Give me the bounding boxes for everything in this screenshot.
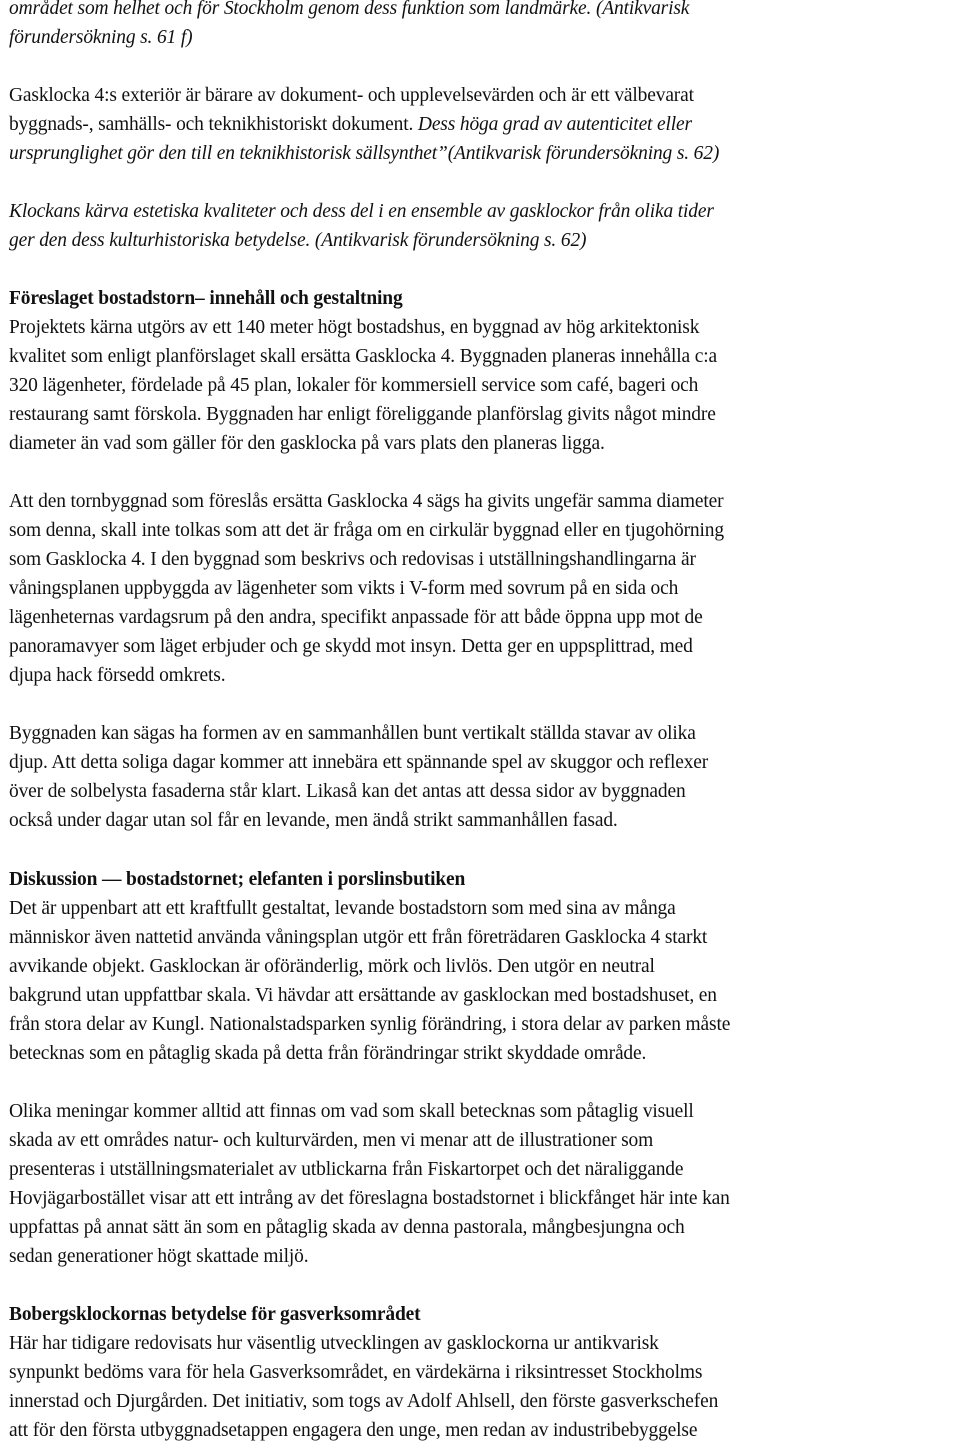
paragraph-tornbyggnad [9,487,957,690]
text-line: 320 lägenheter, fördelade på 45 plan, lokaler för kommersiell service som café, bageri och [9,375,699,396]
text-line: innerstad och Djurgården. Det initiativ, som togs av Adolf Ahlsell, den förste gasverkschefen [9,1391,719,1412]
text-line: betecknas som en påtaglig skada på detta från förändringar strikt skyddade område. [9,1043,647,1064]
text-line: djup. Att detta soliga dagar kommer att innebära ett spännande spel av skuggor och reflexer [9,752,709,773]
text-line: över de solbelysta fasaderna står klart. Likaså kan det antas att dessa sidor av byggnaden [9,781,686,802]
text-line: från stora delar av Kungl. Nationalstadsparken synlig förändring, i stora delar av parken måste [9,1014,731,1035]
text-line: synpunkt bedöms vara för hela Gasverksområdet, en värdekärna i riksintresset Stockholms [9,1362,703,1383]
text-line: Det är uppenbart att ett kraftfullt gestaltat, levande bostadstorn som med sina av många [9,898,676,919]
text-line: lägenheternas vardagsrum på den andra, specifikt anpassade för att både öppna upp mot de [9,607,703,628]
text-line: bakgrund utan uppfattbar skala. Vi hävdar att ersättande av gasklockan med bostadshuset, en [9,985,717,1006]
text-line: panoramavyer som läget erbjuder och ge skydd mot insyn. Detta ger en uppsplittrad, med [9,636,693,657]
text-line: sedan generationer högt skattade miljö. [9,1246,309,1267]
text-line: Gasklocka 4:s exteriör är bärare av dokument- och upplevelsevärden och är ett välbevarat [9,85,694,106]
text-line: diameter än vad som gäller för den gasklocka på vars plats den planeras ligga. [9,433,605,454]
text-line: som denna, skall inte tolkas som att det är fråga om en cirkulär byggnad eller en tjugohörning [9,520,724,541]
section-foreslaget-bostadstorn [9,284,957,458]
text-line-mixed: byggnads-, samhälls- och teknikhistoriskt dokument. Dess höga grad av autenticitet eller [9,114,692,135]
text-line [9,110,955,139]
text-line: som Gasklocka 4. I den byggnad som beskrivs och redovisas i utställningshandlingarna är [9,549,696,570]
paragraph-bunt-stavar [9,719,957,835]
text-line: området som helhet och för Stockholm genom dess funktion som landmärke. (Antikvarisk [9,0,690,19]
text-line: våningsplanen uppbyggda av lägenheter som vikts i V-form med sovrum på en sida och [9,578,679,599]
paragraph-gasklocka-exterior [9,81,957,168]
section-diskussion [9,865,957,1068]
section-heading: Diskussion — bostadstornet; elefanten i porslinsbutiken [9,869,466,890]
text-line: förundersökning s. 61 f) [9,27,193,48]
text-line: uppfattas på annat sätt än som en påtaglig skada av denna pastorala, mångbesjungna och [9,1217,685,1238]
text-line: restaurang samt förskola. Byggnaden har enligt föreliggande planförslag givits något mindre [9,404,716,425]
text-line: Att den tornbyggnad som föreslås ersätta Gasklocka 4 sägs ha givits ungefär samma diameter [9,491,724,512]
text-line: också under dagar utan sol får en levande, men ändå strikt sammanhållen fasad. [9,810,618,831]
text-line: Hovjägarbostället visar att ett intrång av det föreslagna bostadstornet i blickfånget här inte kan [9,1188,730,1209]
text-line: presenteras i utställningsmaterialet av utblickarna från Fiskartorpet och det näraliggande [9,1159,684,1180]
paragraph-olika-meningar [9,1097,957,1271]
text-line: avvikande objekt. Gasklockan är oföränderlig, mörk och livlös. Den utgör en neutral [9,956,655,977]
text-line: människor även nattetid använda våningsplan utgör ett från företrädaren Gasklocka 4 starkt [9,927,708,948]
text-line: ger den dess kulturhistoriska betydelse. (Antikvarisk förundersökning s. 62) [9,230,587,251]
text-line: Byggnaden kan sägas ha formen av en sammanhållen bunt vertikalt ställda stavar av olika [9,723,696,744]
text-line: kvalitet som enligt planförslaget skall ersätta Gasklocka 4. Byggnaden planeras innehålla c:a [9,346,717,367]
section-heading: Bobergsklockornas betydelse för gasverksområdet [9,1304,421,1325]
text-line: att för den första utbyggnadsetappen engagera den unge, men redan av industribebyggelse [9,1420,698,1441]
section-heading: Föreslaget bostadstorn– innehåll och gestaltning [9,288,403,309]
text-line: ursprunglighet gör den till en teknikhistorisk sällsynthet”(Antikvarisk förundersökning s. 62) [9,143,720,164]
paragraph-klockans-kvaliteter [9,197,957,255]
text-line: Klockans kärva estetiska kvaliteter och dess del i en ensemble av gasklockor från olika tider [9,201,714,222]
text-line: skada av ett områdes natur- och kulturvärden, men vi menar att de illustrationer som [9,1130,654,1151]
text-line: Här har tidigare redovisats hur väsentlig utvecklingen av gasklockorna ur antikvarisk [9,1333,659,1354]
paragraph-intro-tail [9,0,957,52]
text-line: Projektets kärna utgörs av ett 140 meter högt bostadshus, en byggnad av hög arkitektonisk [9,317,700,338]
text-line: djupa hack försedd omkrets. [9,665,226,686]
text-line: Olika meningar kommer alltid att finnas om vad som skall betecknas som påtaglig visuell [9,1101,694,1122]
section-bobergsklockornas [9,1300,957,1445]
